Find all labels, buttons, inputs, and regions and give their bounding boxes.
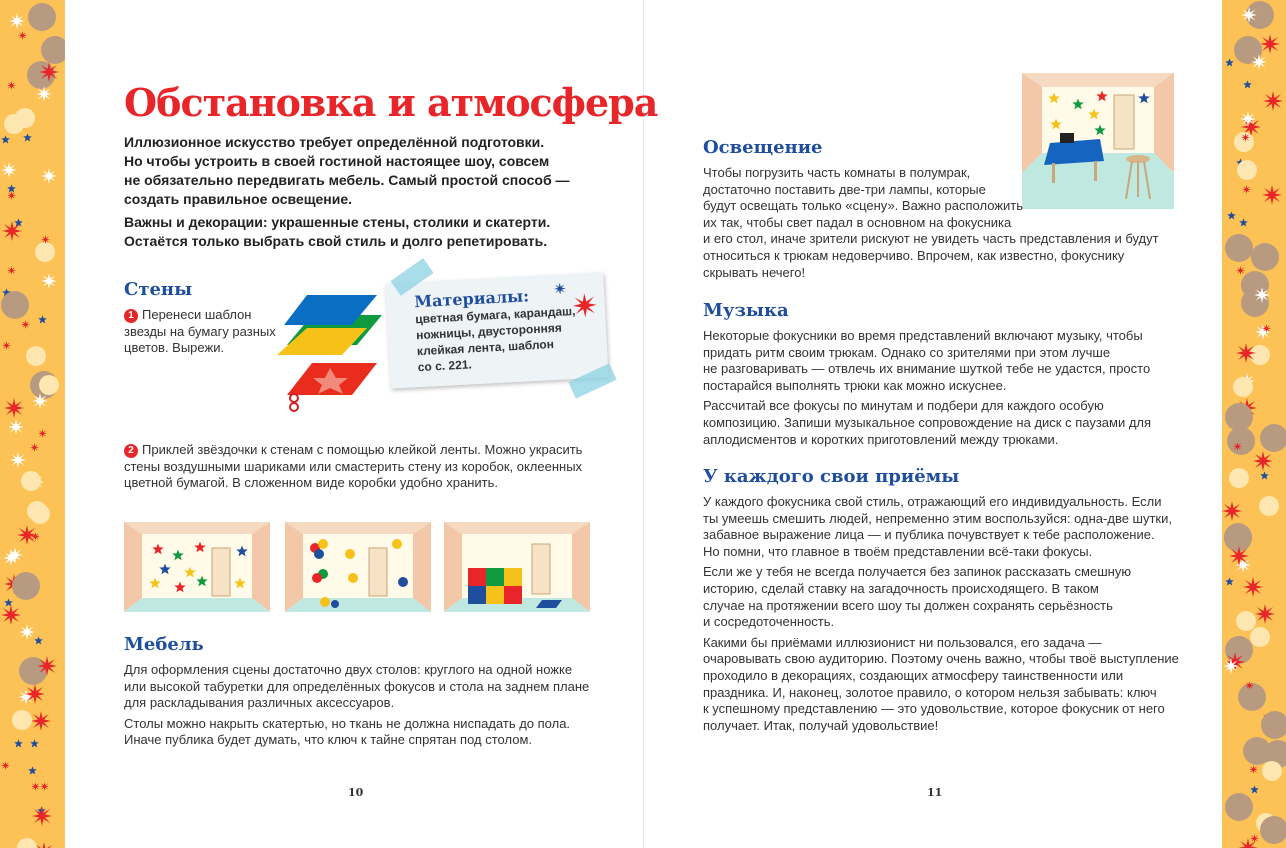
text-line: создать правильное освещение. xyxy=(124,191,353,207)
glitter-circle-icon xyxy=(39,375,59,395)
star-icon xyxy=(14,739,23,747)
star-icon xyxy=(1227,211,1236,219)
text-line: Какими бы приёмами иллюзионист ни пользовался, его задача — xyxy=(703,634,1102,650)
glitter-circle-icon xyxy=(4,114,24,134)
heading-music: Музыка xyxy=(703,300,789,321)
heading-walls: Стены xyxy=(124,279,193,300)
star-icon xyxy=(1243,80,1252,88)
star-icon xyxy=(1250,785,1259,793)
paragraph xyxy=(703,564,1179,630)
star-icon xyxy=(1,135,10,143)
glitter-circle-icon xyxy=(17,838,37,848)
heading-tricks: У каждого свои приёмы xyxy=(703,466,960,487)
materials-note xyxy=(385,272,608,388)
star-icon xyxy=(30,443,39,452)
star-icon xyxy=(18,31,27,40)
glitter-circle-icon xyxy=(21,471,41,491)
glitter-circle-icon xyxy=(26,346,46,366)
text-line: Важны и декорации: украшенные стены, столики и скатерти. xyxy=(124,214,551,230)
text-line: Столы можно накрыть скатертью, но ткань не должна ниспадать до пола. xyxy=(124,715,571,731)
glitter-circle-icon xyxy=(1225,793,1253,821)
text-line: Рассчитай все фокусы по минутам и подбери для каждого особую xyxy=(703,398,1104,414)
book-spine xyxy=(643,0,644,848)
star-icon xyxy=(554,282,567,295)
glitter-circle-icon xyxy=(1229,468,1249,488)
star-icon xyxy=(1243,577,1263,597)
star-icon xyxy=(1,605,21,625)
paragraph xyxy=(703,165,1159,281)
room-balloons xyxy=(285,522,431,612)
text-line: цветов. Вырежи. xyxy=(124,340,225,356)
text-line: цветной бумагой. В сложенном виде коробки удобно хранить. xyxy=(124,475,498,491)
star-icon xyxy=(1255,604,1275,624)
text-line: или высокой табуретки для определённых фокусов и стола на заднем плане xyxy=(124,678,590,694)
glitter-circle-icon xyxy=(1251,243,1279,271)
text-line: Перенеси шаблон xyxy=(142,307,252,322)
paragraph xyxy=(124,662,589,712)
glitter-circle-icon xyxy=(12,710,32,730)
glitter-circle-icon xyxy=(1260,424,1286,452)
page-number-right: 11 xyxy=(927,786,943,799)
page-number-left: 10 xyxy=(348,786,364,799)
star-icon xyxy=(1253,451,1273,471)
glitter-circle-icon xyxy=(1224,524,1252,552)
colored-paper-illustration xyxy=(272,290,392,415)
glitter-circle-icon xyxy=(19,657,47,685)
text-line: достаточно поставить две-три лампы, которые xyxy=(703,181,986,197)
star-icon xyxy=(1236,266,1245,275)
star-icon xyxy=(4,598,13,606)
star-icon xyxy=(10,452,26,468)
text-line: ты умеешь смешить людей, непременно этим воспользуйся: одна-две шутки, xyxy=(703,510,1172,526)
step-1-text xyxy=(124,307,274,357)
star-icon xyxy=(31,782,40,791)
glitter-circle-icon xyxy=(12,572,40,600)
star-icon xyxy=(4,398,24,418)
star-icon xyxy=(7,191,16,200)
star-icon xyxy=(1225,577,1234,585)
glitter-circle-icon xyxy=(1234,132,1254,152)
step-number-badge: 2 xyxy=(124,444,138,458)
text-line: ножницы, двусторонняя xyxy=(415,320,563,343)
music-text xyxy=(703,328,1151,452)
heading-lighting: Освещение xyxy=(703,137,823,158)
star-icon xyxy=(19,624,35,640)
text-line: очаровывать свою аудиторию. Поэтому очень важно, чтобы твоё выступление xyxy=(703,651,1179,667)
star-icon xyxy=(7,81,16,90)
text-line: со с. 221. xyxy=(417,357,473,375)
text-line: скрывать нечего! xyxy=(703,264,806,280)
star-icon xyxy=(31,711,51,731)
glitter-circle-icon xyxy=(35,242,55,262)
text-line: придать ритм своим трюкам. Однако со зрителями при этом лучше xyxy=(703,344,1111,360)
glitter-circle-icon xyxy=(1233,377,1253,397)
glitter-circle-icon xyxy=(1259,496,1279,516)
heading-furniture: Мебель xyxy=(124,634,204,655)
paragraph xyxy=(703,328,1151,394)
star-icon xyxy=(2,341,11,350)
text-line: Остаётся только выбрать свой стиль и долго репетировать. xyxy=(124,233,548,249)
text-line: постарайся выполнять трюки как можно искуснее. xyxy=(703,377,1007,393)
glitter-circle-icon xyxy=(1243,737,1271,765)
text-line: не разговаривать — отвлечь их внимание шуткой тебе не удастся, просто xyxy=(703,361,1151,377)
star-icon xyxy=(1260,471,1269,479)
decorative-star-border-right xyxy=(1222,0,1286,848)
star-icon xyxy=(41,273,57,289)
star-icon xyxy=(38,429,47,438)
scissors-icon xyxy=(290,394,298,402)
paragraph xyxy=(703,635,1179,735)
materials-title: Материалы: xyxy=(413,286,530,312)
star-icon xyxy=(1263,91,1283,111)
step-number-badge: 1 xyxy=(124,309,138,323)
star-icon xyxy=(28,766,37,774)
text-line: получает. Итак, получай удовольствие! xyxy=(703,717,939,733)
glitter-circle-icon xyxy=(1236,611,1256,631)
text-line: аплодисментов и коротких приготовлений между трюками. xyxy=(703,431,1059,447)
paragraph xyxy=(703,494,1179,560)
star-icon xyxy=(34,842,54,848)
star-icon xyxy=(40,782,49,791)
text-line: историю, сделай ставку на загадочность происходящего. В таком xyxy=(703,580,1099,596)
glitter-circle-icon xyxy=(1262,761,1282,781)
star-icon xyxy=(1,761,10,770)
star-icon xyxy=(7,266,16,275)
text-line: Но чтобы устроить в своей гостиной настоящее шоу, совсем xyxy=(124,153,550,169)
text-line: Приклей звёздочки к стенам с помощью клейкой ленты. Можно украсить xyxy=(142,442,583,457)
glitter-circle-icon xyxy=(1225,403,1253,431)
text-line: забавное выражение лица — и публика почувствует к тебе расположение. xyxy=(703,527,1155,543)
text-line: для раскладывания различных аксессуаров. xyxy=(124,695,395,711)
star-icon xyxy=(21,320,30,329)
glitter-circle-icon xyxy=(1225,636,1253,664)
text-line: цветная бумага, карандаш, xyxy=(414,303,576,327)
text-line: Некоторые фокусники во время представлений включают музыку, чтобы xyxy=(703,328,1143,343)
star-icon xyxy=(30,739,39,747)
walls-step-1 xyxy=(124,307,274,357)
star-icon xyxy=(25,684,45,704)
paragraph xyxy=(703,398,1151,448)
room-decoration-illustrations xyxy=(124,522,594,614)
room-stars xyxy=(124,522,270,612)
text-line: У каждого фокусника свой стиль, отражающий его индивидуальность. Если xyxy=(703,494,1162,509)
text-line: Но помни, что главное в твоём представлении всё-таки фокусы. xyxy=(703,543,1093,559)
star-icon xyxy=(9,13,25,29)
paragraph xyxy=(124,716,589,749)
glitter-circle-icon xyxy=(1227,427,1255,455)
star-icon xyxy=(1260,34,1280,54)
text-line: их так, чтобы свет падал в основном на фокусника xyxy=(703,214,1012,230)
step-2-text xyxy=(124,442,582,492)
star-icon xyxy=(1242,185,1251,194)
room-boxes xyxy=(444,522,590,612)
intro-paragraph xyxy=(124,213,594,251)
star-icon xyxy=(23,133,32,141)
text-line: и сосредоточенность. xyxy=(703,614,835,630)
text-line: случае на протяжении всего шоу ты должен сохранять серьёзность xyxy=(703,597,1113,613)
text-line: будут освещать только «сцену». Важно расположить xyxy=(703,198,1023,214)
glitter-circle-icon xyxy=(41,36,65,64)
star-icon xyxy=(1225,58,1234,66)
star-icon xyxy=(1262,185,1282,205)
text-line: к успешному представлению — это удовольствие, которое фокусник от него xyxy=(703,701,1165,717)
star-icon xyxy=(8,419,24,435)
page-title: Обстановка и атмосфера xyxy=(124,80,658,125)
glitter-circle-icon xyxy=(1237,160,1257,180)
text-line: клейкая лента, шаблон xyxy=(416,337,555,359)
star-icon xyxy=(1,162,17,178)
text-line: относиться к трюкам недоверчиво. Впрочем, как известно, фокуснику xyxy=(703,247,1125,263)
glitter-circle-icon xyxy=(1250,345,1270,365)
text-line: и его стол, иначе зрители рискуют не увидеть часть представления и будут xyxy=(703,231,1159,247)
text-line: проходило в декорациях, создающих атмосферу таинственности или xyxy=(703,667,1124,683)
star-icon xyxy=(32,806,52,826)
text-line: Для оформления сцены достаточно двух столов: круглого на одной ножке xyxy=(124,662,573,677)
text-line: Если же у тебя не всегда получается без запинок рассказать смешную xyxy=(703,564,1132,580)
decorative-star-border-left xyxy=(0,0,65,848)
intro-paragraph xyxy=(124,133,594,209)
text-line: не обязательно передвигать мебель. Самый простой способ — xyxy=(124,172,570,188)
lighting-text xyxy=(703,165,1159,285)
glitter-circle-icon xyxy=(27,501,47,521)
walls-step-2 xyxy=(124,442,582,492)
star-icon xyxy=(34,636,43,644)
tricks-text xyxy=(703,494,1179,738)
text-line: композицию. Запиши музыкальное сопровождение на диск с паузами для xyxy=(703,414,1152,430)
glitter-circle-icon xyxy=(1250,627,1270,647)
star-icon xyxy=(572,293,597,318)
star-icon xyxy=(41,168,57,184)
text-line: праздника. И, наконец, золотое правило, о котором нельзя забывать: ключ xyxy=(703,684,1157,700)
star-icon xyxy=(1250,834,1259,843)
glitter-circle-icon xyxy=(1238,683,1266,711)
text-line: Иллюзионное искусство требует определённой подготовки. xyxy=(124,134,545,150)
furniture-text xyxy=(124,662,589,753)
text-line: Иначе публика будет думать, что ключ к тайне спрятан под столом. xyxy=(124,732,532,748)
star-icon xyxy=(38,315,47,323)
text-line: стены воздушными шариками или смастерить стену из коробок, оклеенных xyxy=(124,458,583,474)
star-icon xyxy=(1222,501,1242,521)
star-icon xyxy=(17,525,37,545)
intro-text xyxy=(124,133,594,255)
text-line: Чтобы погрузить часть комнаты в полумрак, xyxy=(703,165,971,180)
star-icon xyxy=(1249,765,1258,774)
star-icon xyxy=(1239,218,1248,226)
glitter-circle-icon xyxy=(28,3,56,31)
text-line: звезды на бумагу разных xyxy=(124,323,276,339)
glitter-circle-icon xyxy=(1,291,29,319)
glitter-circle-icon xyxy=(1225,234,1253,262)
